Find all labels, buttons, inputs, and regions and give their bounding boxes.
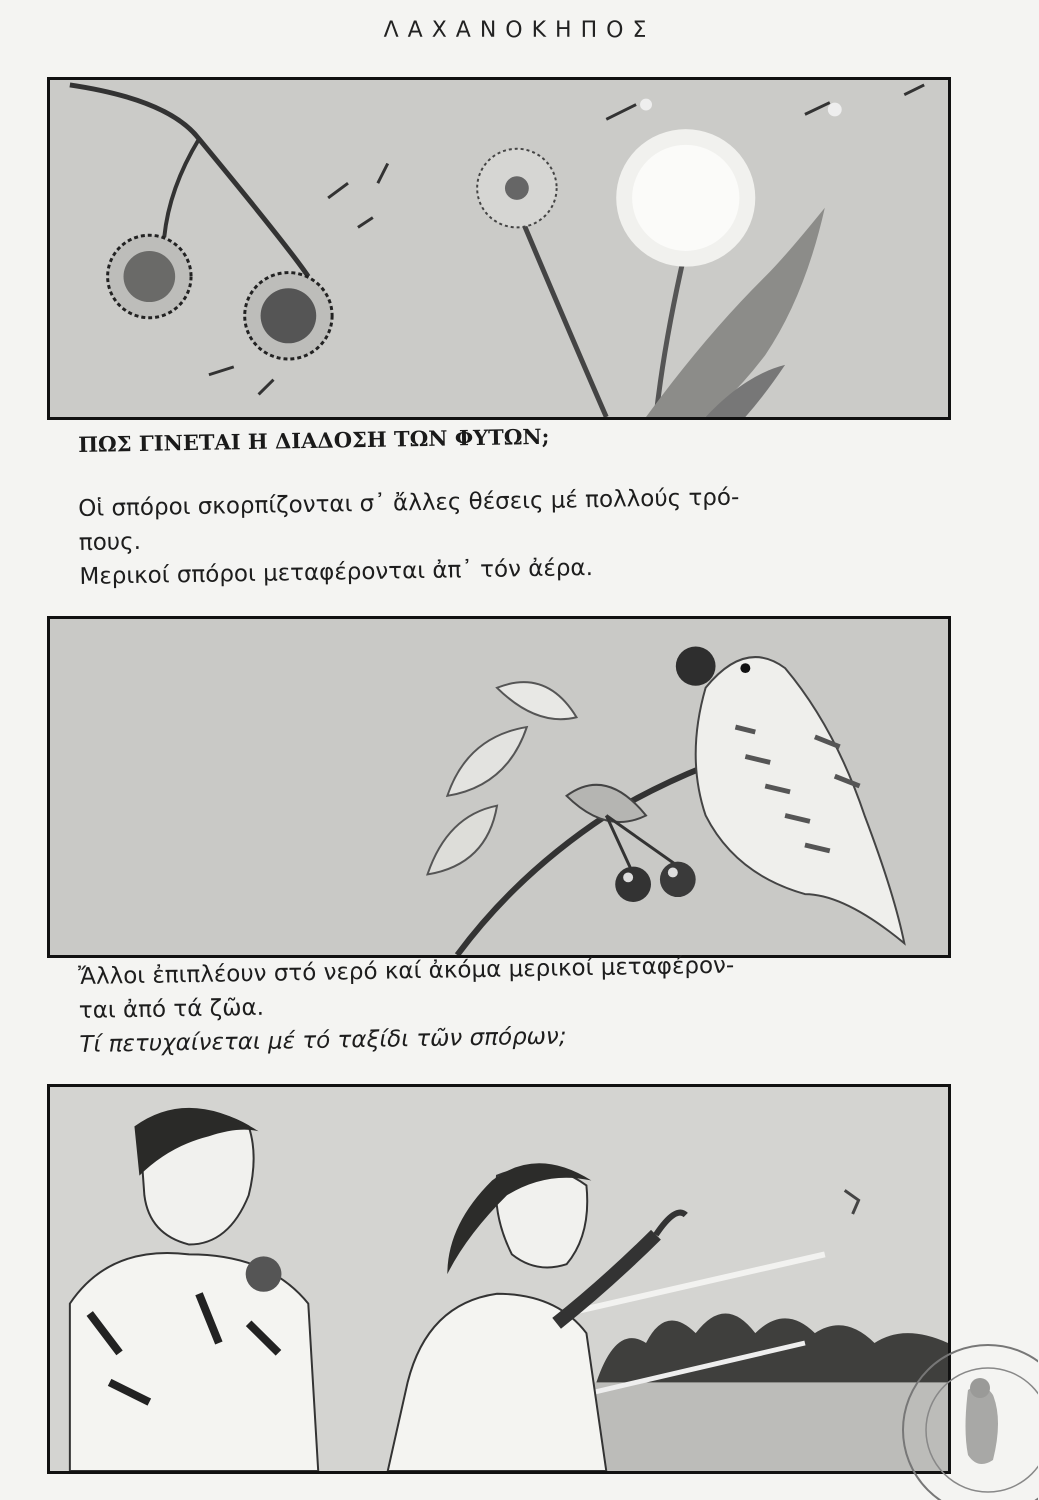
paragraph-2-question: Τί πετυχαίνεται μέ τό ταξίδι τῶν σπόρων; [79,1023,567,1058]
bird-cherry-illustration [47,616,951,958]
library-stamp [868,1320,1038,1500]
paragraph-1-line-1: Οἱ σπόροι σκορπίζονται σ᾿ ἄλλες θέσεις μέ πολλούς τρό- [78,484,740,522]
section-heading: ΠΩΣ ΓΙΝΕΤΑΙ Η ΔΙΑΔΟΣΗ ΤΩΝ ΦΥΤΩΝ; [78,423,550,457]
paragraph-2 [78,945,940,1062]
paragraph-2-line-1: Ἄλλοι ἐπιπλέουν στό νερό καί ἀκόμα μερικοί μεταφέρον- [78,952,735,990]
paragraph-1 [78,477,940,594]
paragraph-2-line-2: ται ἀπό τά ζῶα. [78,994,265,1024]
paragraph-1-line-2: πους. [78,528,142,556]
paragraph-1-line-3: Μερικοί σπόροι μεταφέρονται ἀπ᾿ τόν ἀέρα. [79,555,594,590]
children-illustration [47,1084,951,1474]
dandelion-illustration [47,77,951,420]
page-header: ΛΑΧΑΝΟΚΗΠΟΣ [383,18,656,43]
